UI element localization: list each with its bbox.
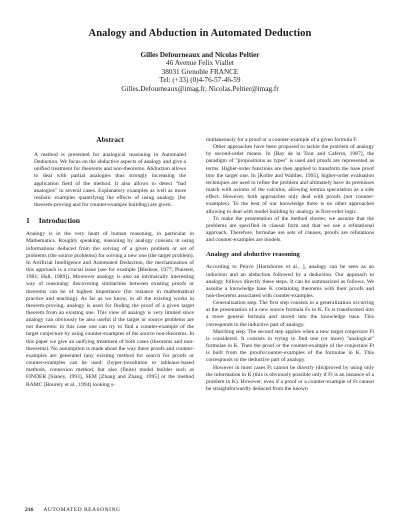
paragraph-matching-step: Matching step. The second step applies when a new target conjecture Ft is considered. It consists in trying to find one (or more) "analogical" formulae in K. Then the proof or the counter-example of the conjecture Ft is built from the proofs/counter-examples of the formulae in K. This corresponds to the deductive part of analogy. — [206, 328, 374, 364]
paragraph-related-work: Other approaches have been proposed to tackle the problem of analogy by second-order means. In [Bay de la Tour and Caferra, 1987], the paradigm of "propositions as types" is used and proofs are represented as terms. Higher-order functions are then applied to transform the base proof into the target one. In [Kolbe and Walther, 1995], higher-order evaluation techniques are used to refine the problem and ultimately have its premisses match with axioms of the calculus, allowing lemma speculation as a side effect. However, both approaches only deal with proofs (not counter-examples). To the best of our knowledge there is no other approaches allowing to deal with model building by analogy in first-order logic. — [206, 144, 374, 215]
abstract-body — [26, 152, 194, 209]
page-number: 216 — [25, 507, 34, 513]
page-footer — [25, 507, 120, 513]
paper-title: Analogy and Abduction in Automated Deduction — [88, 28, 312, 39]
author-block — [0, 51, 400, 93]
address-line-1: 46 Avenue Felix Viallet — [166, 59, 234, 68]
phone-line: Tel: (+33) (0)4-76-57-46-59 — [159, 76, 241, 85]
running-head: AUTOMATED REASONING — [43, 507, 121, 513]
section-number: 1 — [26, 216, 30, 226]
author-names: Gilles Defourneaux and Nicolas Peltier — [140, 51, 260, 59]
introduction-paragraph: Analogy is in the very heart of human reasoning, in particular in Mathematics. Roughly speaking, reasoning by analogy consists in using informations deduced from the solving of a given problem or set of problems (the source problems) for solving a new one (the target problem). In Artificial Intelligence and Automated Deduction, the mechanization of this approach is a crucial issue (see for example [Bledsoe, 1977; Plaisted, 1981; Hall, 1989]). Moreover analogy is also an intrinsically interesting way of reasoning: discovering similarities between existing proofs or theorems can be of highest importance (for instance in mathematical practice and teaching). As far as we know, in all the existing works in theorem-proving, analogy is used for finding the proof of a given target theorem from an existing one. This view of analogy is very limited since analogy can obviously be also useful if the target or source problems are not theorems: in this case one can try to find a counter-example of the target conjecture by using counter-examples of the source non-theorems. In this paper we give an unifying treatment of both cases (theorems and non-theorems). No assumption is made about the way these proofs and counter-examples are generated (any existing method for search for proofs or counter-examples can be used: (hyper-)resolution or tableaux-based methods, connexion method, but also (finite) model builder such as FINDER [Slaney, 1993], SEM [Zhang and Zhang, 1995] or the method RAMC [Bourely et al., 1994] looking s- — [26, 231, 194, 388]
section-heading-introduction — [26, 217, 194, 225]
paragraph-continuation: multaneously for a proof or a counter-example of a given formula F. — [206, 137, 358, 143]
paragraph-assumptions: To make the presentation of the method shorter, we assume that the problems are specified in clausal form and that we use a refutational approach. Therefore, formulae are sets of clauses, proofs are refutations and counter-examples are models. — [206, 215, 374, 244]
email-line: Gilles.Defourneaux@imag.fr, Nicolas.Peltier@imag.fr — [121, 84, 279, 93]
paragraph-peirce: According to Peirce [Hartshorne et al., ], analogy can be seen as an induction and an abduction followed by a deduction. Our approach to analogy follows directly these steps. It can be summarized as follows. We assume a knowledge base K containing theorems with their proofs and non-theorems associated with counter-examples. — [206, 264, 374, 299]
section-title: Introduction — [38, 216, 81, 226]
left-column — [26, 136, 194, 389]
right-column — [206, 137, 374, 393]
address-line-2: 38031 Grenoble FRANCE — [161, 67, 239, 76]
abstract-text: A method is presented for analogical reasoning in Automated Deduction. We focus on the abductive aspects of analogy and give a unified treatment for theorems and non-theorems. Abduction allows to deal with partial analogies thus strongly increasing the application field of the method. It also allows to detect "bad analogies" in several cases. Explanatory examples as well as more realistic examples quantifying the effects of using analogy (for theorem-proving and for counter-example building) are given. — [34, 152, 186, 209]
abstract-heading: Abstract — [96, 135, 124, 144]
subsection-heading: Analogy and abductive reasoning — [206, 251, 300, 259]
paragraph-however: However in most cases Ft cannot be directly (dis)proved by using only the information in K (this is obviously possible only if Ft is an instance of a problem in K). However, even if a proof or a counter-example of Ft cannot be straightforwardly deduced from the known — [206, 364, 374, 392]
paragraph-generalization-step: Generalization step. The first step consists in a generalization occurring at the presentation of a new source formula Fs to K. Fs is transformed into a more general formula and stored into the knowledge base. This corresponds to the inductive part of analogy. — [206, 300, 374, 328]
